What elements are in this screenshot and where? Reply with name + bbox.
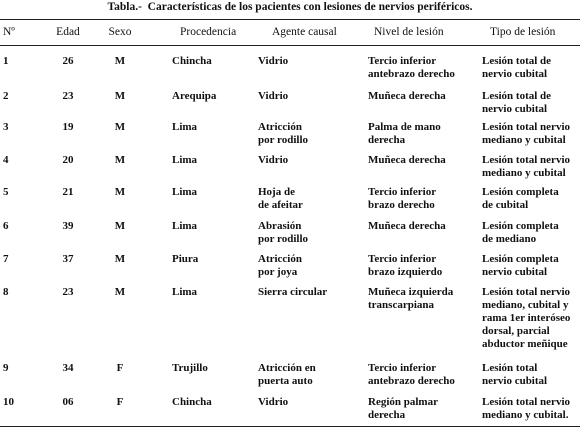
row-nivel: Muñeca derecha — [368, 90, 446, 102]
row-agente: Atricción en puerta auto — [258, 362, 316, 387]
row-edad: 34 — [62, 362, 74, 374]
row-number: 10 — [3, 396, 14, 408]
row-agente: Atricción por joya — [258, 253, 302, 278]
row-agente: Vidrio — [258, 90, 289, 102]
row-edad: 39 — [62, 220, 74, 232]
row-sexo: M — [114, 286, 126, 298]
row-number: 8 — [3, 286, 9, 298]
row-procedencia: Lima — [172, 286, 198, 298]
caption-text: Características de los pacientes con lesiones de nervios periféricos. — [147, 1, 473, 13]
row-tipo: Lesión completa de mediano — [482, 220, 559, 245]
row-agente: Atricción por rodillo — [258, 121, 309, 146]
row-procedencia: Lima — [172, 220, 198, 232]
row-procedencia: Chincha — [172, 55, 212, 67]
row-procedencia: Piura — [172, 253, 199, 265]
row-sexo: F — [116, 362, 124, 374]
row-sexo: M — [114, 186, 126, 198]
row-edad: 26 — [62, 55, 74, 67]
row-edad: 21 — [62, 186, 74, 198]
row-edad: 19 — [62, 121, 74, 133]
row-agente: Hoja de de afeitar — [258, 186, 303, 211]
row-sexo: M — [114, 121, 126, 133]
row-tipo: Lesión total nervio mediano y cubital. — [482, 396, 570, 421]
row-sexo: M — [114, 55, 126, 67]
row-number: 9 — [3, 362, 9, 374]
row-number: 5 — [3, 186, 9, 198]
row-sexo: F — [116, 396, 124, 408]
row-tipo: Lesión total de nervio cubital — [482, 55, 552, 80]
row-tipo: Lesión total nervio mediano y cubital — [482, 121, 570, 146]
row-sexo: M — [114, 220, 126, 232]
row-procedencia: Lima — [172, 154, 198, 166]
row-nivel: Tercio inferior antebrazo derecho — [368, 362, 455, 387]
row-nivel: Muñeca derecha — [368, 154, 446, 166]
caption-label: Tabla.- — [107, 1, 142, 13]
row-agente: Vidrio — [258, 55, 289, 67]
row-tipo: Lesión completa nervio cubital — [482, 253, 559, 278]
row-sexo: M — [114, 253, 126, 265]
row-nivel: Tercio inferior brazo izquierdo — [368, 253, 443, 278]
header-sexo: Sexo — [108, 26, 132, 38]
header-rule — [0, 45, 580, 46]
header-n: Nº — [3, 26, 15, 38]
row-nivel: Palma de mano derecha — [368, 121, 441, 146]
row-agente: Abrasión por rodillo — [258, 220, 309, 245]
row-number: 7 — [3, 253, 9, 265]
row-number: 2 — [3, 90, 9, 102]
bottom-rule — [0, 426, 580, 427]
header-tipo: Tipo de lesión — [490, 26, 556, 38]
header-agente: Agente causal — [272, 26, 337, 38]
row-procedencia: Lima — [172, 186, 198, 198]
row-tipo: Lesión total de nervio cubital — [482, 90, 552, 115]
header-nivel: Nivel de lesión — [374, 26, 444, 38]
row-number: 4 — [3, 154, 9, 166]
header-edad: Edad — [56, 26, 80, 38]
row-agente: Sierra circular — [258, 286, 328, 298]
row-number: 6 — [3, 220, 9, 232]
top-rule — [0, 19, 580, 20]
row-agente: Vidrio — [258, 396, 289, 408]
row-nivel: Tercio inferior brazo derecho — [368, 186, 437, 211]
row-agente: Vidrio — [258, 154, 289, 166]
row-nivel: Muñeca derecha — [368, 220, 446, 232]
row-procedencia: Arequipa — [172, 90, 217, 102]
row-procedencia: Chincha — [172, 396, 212, 408]
row-nivel: Región palmar derecha — [368, 396, 438, 421]
row-edad: 37 — [62, 253, 74, 265]
row-nivel: Tercio inferior antebrazo derecho — [368, 55, 455, 80]
row-edad: 23 — [62, 286, 74, 298]
row-tipo: Lesión total nervio cubital — [482, 362, 548, 387]
row-number: 1 — [3, 55, 9, 67]
row-nivel: Muñeca izquierda transcarpiana — [368, 286, 454, 311]
row-tipo: Lesión total nervio mediano y cubital — [482, 154, 570, 179]
row-tipo: Lesión completa de cubital — [482, 186, 559, 211]
row-edad: 23 — [62, 90, 74, 102]
row-number: 3 — [3, 121, 9, 133]
row-procedencia: Lima — [172, 121, 198, 133]
row-edad: 06 — [62, 396, 74, 408]
row-tipo: Lesión total nervio mediano, cubital y rama 1er interóseo dorsal, parcial abductor meñique — [482, 286, 571, 350]
row-procedencia: Trujillo — [172, 362, 208, 374]
header-procedencia: Procedencia — [180, 26, 237, 38]
row-sexo: M — [114, 90, 126, 102]
row-edad: 20 — [62, 154, 74, 166]
table-caption — [0, 0, 580, 14]
row-sexo: M — [114, 154, 126, 166]
